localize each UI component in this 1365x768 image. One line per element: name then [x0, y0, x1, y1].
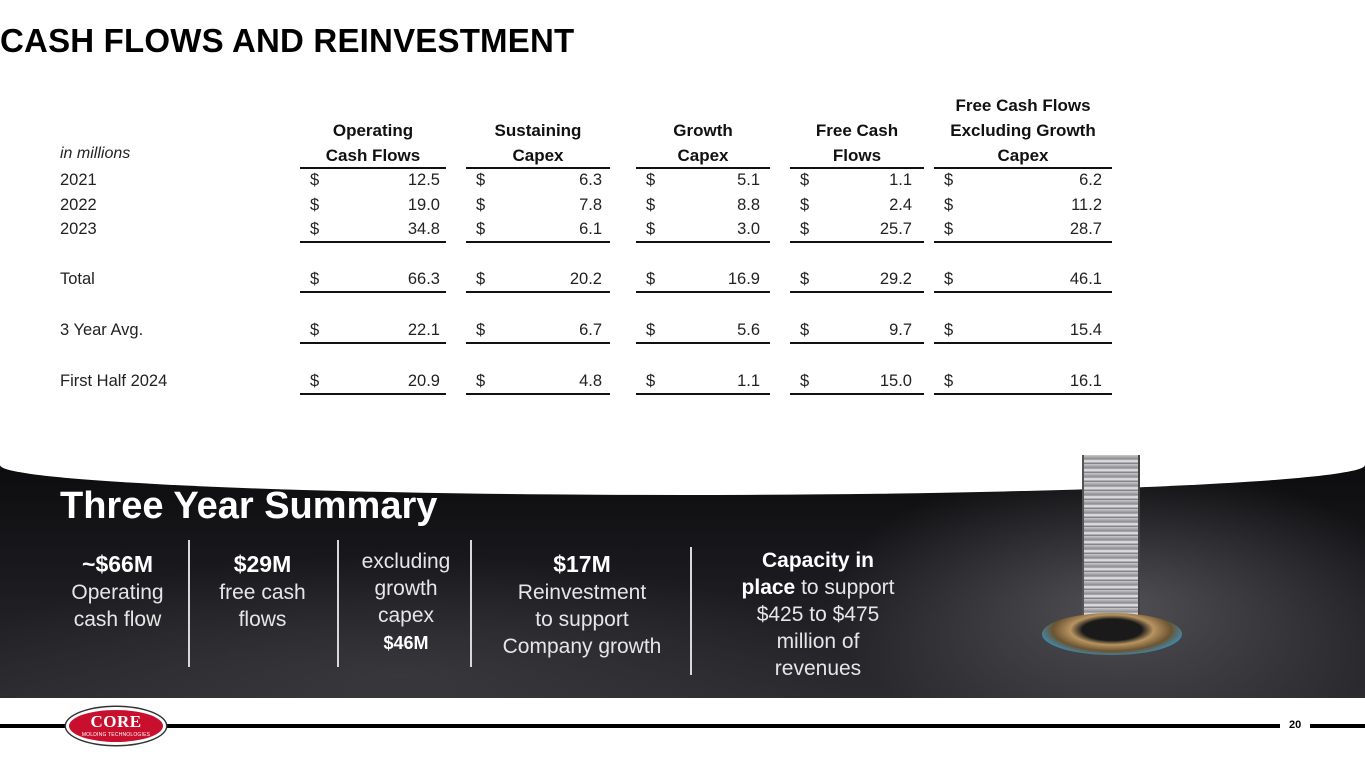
total-rule — [790, 291, 924, 293]
avg-rule — [636, 342, 770, 344]
avg-rule — [300, 342, 446, 344]
currency-symbol: $ — [646, 270, 656, 288]
final-rule — [466, 393, 610, 395]
table-cell: 9.7 — [889, 321, 912, 339]
avg-rule — [466, 342, 610, 344]
col-header-sustaining-capex: Sustaining Capex — [494, 121, 582, 165]
page-number: 20 — [1289, 719, 1302, 731]
currency-symbol: $ — [800, 171, 810, 189]
currency-symbol: $ — [800, 270, 810, 288]
currency-symbol: $ — [646, 171, 656, 189]
footer-rule — [1310, 724, 1365, 728]
row-label: 2022 — [60, 196, 97, 214]
currency-symbol: $ — [476, 372, 486, 390]
col-header-operating-cash-flows: Operating Cash Flows — [325, 121, 421, 165]
stat-free-cash-flows: $29M free cash flows — [219, 551, 306, 631]
table-cell: 34.8 — [407, 220, 440, 238]
currency-symbol: $ — [646, 372, 656, 390]
table-cell: 8.8 — [737, 196, 760, 214]
stat-capacity: Capacity in place to support $425 to $475 million of revenues — [741, 549, 895, 680]
currency-symbol: $ — [800, 196, 810, 214]
col-header-free-cash-flows-excluding-growth-capex: Free Cash Flows Excluding Growth Capex — [950, 96, 1096, 165]
company-logo: CORE MOLDING TECHNOLOGIES — [66, 707, 166, 745]
row-label: 3 Year Avg. — [60, 321, 144, 339]
row-label: 2023 — [60, 220, 97, 238]
currency-symbol: $ — [800, 220, 810, 238]
final-rule — [300, 393, 446, 395]
row-label: Total — [60, 270, 95, 288]
table-cell: 15.0 — [879, 372, 912, 390]
subtotal-rule — [466, 241, 610, 243]
table-cell: 6.7 — [579, 321, 602, 339]
washer-image — [1042, 613, 1182, 655]
row-label: 2021 — [60, 171, 97, 189]
header-rule — [790, 167, 924, 169]
table-cell: 28.7 — [1069, 220, 1102, 238]
currency-symbol: $ — [944, 220, 954, 238]
footer-rule — [0, 724, 1280, 728]
stat-excluding-growth-capex: excluding growth capex $46M — [361, 550, 451, 653]
total-rule — [636, 291, 770, 293]
final-rule — [636, 393, 770, 395]
table-cell: 15.4 — [1069, 321, 1102, 339]
table-cell: 16.9 — [727, 270, 760, 288]
currency-symbol: $ — [944, 171, 954, 189]
table-cell: 4.8 — [579, 372, 602, 390]
table-cell: 19.0 — [407, 196, 440, 214]
currency-symbol: $ — [476, 196, 486, 214]
currency-symbol: $ — [646, 196, 656, 214]
table-cell: 5.6 — [737, 321, 760, 339]
table-cell: 22.1 — [407, 321, 440, 339]
unit-label: in millions — [60, 145, 131, 162]
table-cell: 2.4 — [889, 196, 912, 214]
table-cell: 3.0 — [737, 220, 760, 238]
table-cell: 6.1 — [579, 220, 602, 238]
table-cell: 12.5 — [407, 171, 440, 189]
subtotal-rule — [300, 241, 446, 243]
table-cell: 5.1 — [737, 171, 760, 189]
currency-symbol: $ — [800, 321, 810, 339]
final-rule — [790, 393, 924, 395]
table-cell: 1.1 — [889, 171, 912, 189]
summary-title: Three Year Summary — [60, 485, 438, 527]
header-rule — [636, 167, 770, 169]
subtotal-rule — [636, 241, 770, 243]
table-cell: 11.2 — [1071, 196, 1102, 214]
summary-band — [0, 455, 1365, 698]
currency-symbol: $ — [310, 321, 320, 339]
currency-symbol: $ — [310, 171, 320, 189]
header-rule — [300, 167, 446, 169]
total-rule — [300, 291, 446, 293]
table-cell: 20.9 — [407, 372, 440, 390]
table-cell: 6.3 — [579, 171, 602, 189]
table-cell: 7.8 — [579, 196, 602, 214]
table-cell: 1.1 — [737, 372, 760, 390]
currency-symbol: $ — [944, 372, 954, 390]
currency-symbol: $ — [646, 321, 656, 339]
stat-reinvestment: $17M Reinvestment to support Company growth — [502, 551, 662, 658]
screw-image — [1082, 455, 1140, 625]
table-cell: 66.3 — [407, 270, 440, 288]
currency-symbol: $ — [310, 196, 320, 214]
row-label: First Half 2024 — [60, 372, 168, 390]
table-cell: 29.2 — [879, 270, 912, 288]
currency-symbol: $ — [310, 220, 320, 238]
currency-symbol: $ — [476, 220, 486, 238]
currency-symbol: $ — [944, 196, 954, 214]
table-cell: 6.2 — [1079, 171, 1102, 189]
total-rule — [466, 291, 610, 293]
divider — [690, 547, 692, 675]
avg-rule — [934, 342, 1112, 344]
col-header-free-cash-flows: Free Cash Flows — [815, 121, 899, 165]
table-cell: 25.7 — [879, 220, 912, 238]
stat-operating-cash-flow: ~$66M Operating cash flow — [71, 551, 164, 631]
divider — [470, 540, 472, 667]
currency-symbol: $ — [476, 270, 486, 288]
currency-symbol: $ — [310, 372, 320, 390]
currency-symbol: $ — [944, 270, 954, 288]
page-title: CASH FLOWS AND REINVESTMENT — [0, 22, 575, 59]
divider — [188, 540, 190, 667]
currency-symbol: $ — [800, 372, 810, 390]
table-cell: 46.1 — [1069, 270, 1102, 288]
total-rule — [934, 291, 1112, 293]
currency-symbol: $ — [944, 321, 954, 339]
currency-symbol: $ — [310, 270, 320, 288]
table-cell: 20.2 — [569, 270, 602, 288]
col-header-growth-capex: Growth Capex — [673, 121, 733, 165]
subtotal-rule — [790, 241, 924, 243]
table-cell: 16.1 — [1069, 372, 1102, 390]
header-rule — [934, 167, 1112, 169]
currency-symbol: $ — [476, 321, 486, 339]
header-rule — [466, 167, 610, 169]
subtotal-rule — [934, 241, 1112, 243]
currency-symbol: $ — [646, 220, 656, 238]
divider — [337, 540, 339, 667]
currency-symbol: $ — [476, 171, 486, 189]
avg-rule — [790, 342, 924, 344]
final-rule — [934, 393, 1112, 395]
